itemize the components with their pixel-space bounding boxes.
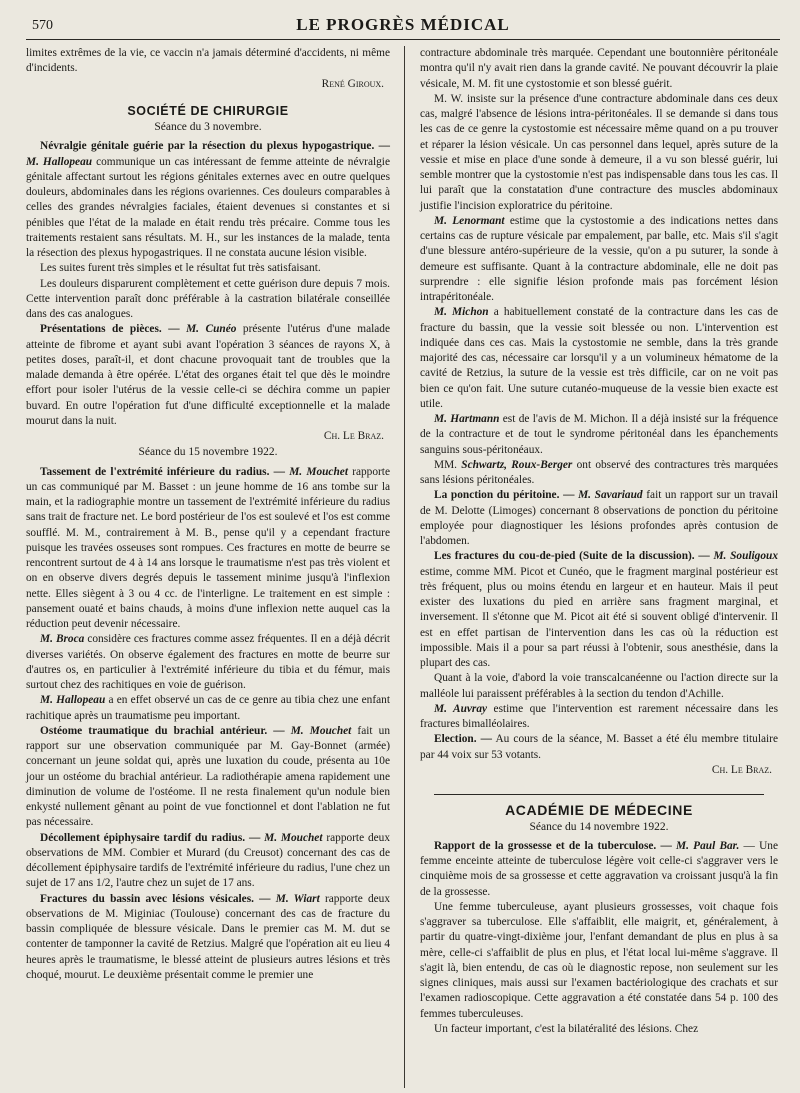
article-ponction <box>420 488 778 549</box>
article-election <box>420 732 778 763</box>
article-heading: Ostéome traumatique du brachial antérieur. — <box>40 724 285 737</box>
author-name: M. Paul Bar. <box>676 839 740 852</box>
article-heading: Fractures du bassin avec lésions vésicales. — <box>40 892 271 905</box>
right-column <box>420 46 778 1085</box>
paragraph <box>420 702 778 733</box>
paragraph-body: insiste sur la présence d'une contracture abdominale dans ces deux cas, malgré l'absence de lésions intra-péritonéales. Il se demande si dans tous les cas de ce genre la cystostomie est nécessaire même quand on a pu trouver et réparer la lésion vésicale. Un cas personnel dans lequel, après suture de la vessie et mise en place d'une sonde à demeure, il a vu son blessé guérir, lui semble montrer que la cystostomie n'est pas indispensable dans tous les cas. Il lui paraît que la constatation d'une contracture des muscles abdominaux justifie l'incision exploratrice du péritoine. <box>420 92 778 212</box>
left-column <box>26 46 390 1085</box>
paragraph-body: estime que la cystostomie a des indications nettes dans certains cas de rupture vésicale par empalement, par balle, etc. Mais s'il s'agit d'une blessure antéro-supérieure de la vessie, qu'on a pu suturer, la sonde à demeure est suffisante. Quant à la contracture abdominale, elle ne doit pas surprendre : elle signifie lésion profonde mais pas forcément lésion intrapéritonéale. <box>420 214 778 303</box>
paragraph: Les douleurs disparurent complètement et cette guérison dure depuis 7 mois. Cette intervention paraît donc préférable à la castration bilatérale conseillée dans des cas analogues. <box>26 277 390 320</box>
article-decollement <box>26 831 390 892</box>
author-name: M. Michon <box>434 306 489 319</box>
running-title: LE PROGRÈS MÉDICAL <box>296 15 510 34</box>
paragraph <box>26 632 390 693</box>
author-name: M. Auvray <box>434 702 488 715</box>
author-name: Schwartz, Roux-Berger <box>461 458 573 471</box>
author-name: M. Broca <box>40 633 85 646</box>
paragraph <box>26 693 390 724</box>
article-grossesse <box>420 839 778 900</box>
column-divider <box>404 46 405 1088</box>
article-heading: Décollement épiphysaire tardif du radius. — <box>40 831 261 844</box>
author-name: M. Savariaud <box>578 489 643 502</box>
article-heading: Les fractures du cou-de-pied (Suite de la discussion). — <box>434 550 710 563</box>
article-body: — Une femme enceinte atteinte de tuberculose légère voit celle-ci s'aggraver vers le cinquième mois de sa grossesse et cette aggravation va croissant jusqu'à la fin de la grossesse. <box>420 839 778 898</box>
article-tassement <box>26 465 390 633</box>
paragraph-body: a habituellement constaté de la contracture dans les cas de fracture du bassin, que la vessie soit blessée ou non. L'intervention est indiquée dans ces cas. Mais la cystostomie ne semble, dans la très grande majorité des cas, nécessaire car lorsqu'il y a un volumineux hématome de la cavité de Retzius, la suture de la vessie est très difficile, car on ne voit pas bien ce qu'on fait. Une suture cutanéo-muqueuse de la vessie bien exacte est utile. <box>420 306 778 410</box>
paragraph-body: ont observé des contractures très marquées sans lésions péritonéales. <box>420 458 778 486</box>
article-body: fait un rapport sur une observation communiquée par M. Gay-Bonnet (armée) concernant un jeune soldat qui, après une luxation du coude, présenta au 10e jour un ostéome du brachial antérieur. La radiothérapie amena rapidement une diminution de volume de l'ostéome. Il ne resta finalement qu'un nodule bien enkysté nullement gênant au point de vue fonctionnel et dont l'ablation ne fut pas nécessaire. <box>26 724 390 829</box>
page-header <box>26 14 780 40</box>
page-number: 570 <box>32 18 53 33</box>
author-name: M. Souligoux <box>713 550 779 563</box>
article-body: estime, comme MM. Picot et Cunéo, que le fragment marginal postérieur est très fréquent, plus ou moins étendu en largeur et en hauteur. Mais il peut exister des luxations du pied en arrière sans fragment marginal, et inversement. Il s'étonne que M. Picot ait été si souvent obligé d'intervenir. Il est en effet partisan de l'intervention dans les cas où la réduction est impossible. Mais il a pour sa part réussi à l'obtenir, sous anesthésie, dans la plupart des cas. <box>420 565 778 669</box>
author-prefix: MM. <box>434 458 462 471</box>
paragraph <box>420 458 778 489</box>
paragraph: Une femme tuberculeuse, ayant plusieurs grossesses, voit chaque fois s'aggraver sa tuberculose. Elle s'affaiblit, elle maigrit, et, généralement, à partir du quatre-vingt-dixième jour, l'enfant demandant de plus en plus à sa mère, celle-ci s'affaiblit de plus en plus, et l'état local lui-même s'aggrave. Il s'agit là, bien entendu, de cas où le diagnostic repose, non seulement sur les signes cliniques, mais aussi sur l'examen bactériologique des crachats et sur l'examen radioscopique. Cette aggravation a été constatée dans 54 p. 100 des femmes tuberculeuses. <box>420 900 778 1020</box>
article-body: communique un cas intéressant de femme atteinte de névralgie génitale affectant surtout les régions génitales externes avec en outre quelques douleurs, abdominales dans les régions ovariennes. Ces douleurs comparables à celles des grandes névralgies faciales, étaient devenues si constantes et si pénibles que l'état de la malade en était rendu très précaire. Comme tous les traitements restaient sans résultats. M. H., sur les instances de la malade, tenta la résection des plexus hypogastriques. Il ne constata aucune lésion visible. <box>26 155 390 259</box>
article-body: fait un rapport sur un travail de M. Delotte (Limoges) concernant 8 observations de ponction du péritoine employée pour diagnostiquer les lésions profondes après contusion de l'abdomen. <box>420 489 778 547</box>
article-body: rapporte deux observations de M. Miginiac (Toulouse) concernant des cas de fracture du bassin compliquée de blessure vésicale. Dans le premier cas M. M. dut se contenter de tamponner la cavité de Retzius. Malgré que l'opération ait eu lieu 4 heures après le traumatisme, le blessé atteint de plusieurs autres lésions et très choqué, mourut. Le deuxième présentait comme le premier une <box>26 892 391 981</box>
author-name: M. Wiart <box>275 892 320 905</box>
paragraph <box>420 92 778 214</box>
article-heading: Névralgie génitale guérie par la résection du plexus hypogastrique. — <box>40 140 390 153</box>
article-cou-de-pied <box>420 549 778 671</box>
article-heading: Election. — <box>434 733 492 746</box>
paragraph-body: est de l'avis de M. Michon. Il a déjà insisté sur la fréquence de la contracture et de tout le syndrome péritonéal dans les épanchements sanguins sous-péritonéaux. <box>420 413 778 456</box>
article-heading: Rapport de la grossesse et de la tuberculose. — <box>434 839 672 852</box>
article-presentations <box>26 322 390 429</box>
article-osteome <box>26 724 390 831</box>
article-heading: Présentations de pièces. — <box>40 323 180 336</box>
intro-paragraph: limites extrêmes de la vie, ce vaccin n'a jamais déterminé d'accidents, ni même d'incidents. <box>26 47 390 75</box>
article-body: rapporte deux observations de MM. Combier et Murard (du Creusot) concernant des cas de décollement épiphysaire tardifs de l'extrémité inférieure du radius, l'une chez un sujet de 17 ans 1/2, l'autre chez un sujet de 17 ans. <box>26 831 391 890</box>
author-name: M. Hartmann <box>434 413 500 425</box>
author-name: M. Mouchet <box>289 465 348 478</box>
article-body: Au cours de la séance, M. Basset a été élu membre titulaire par 44 voix sur 53 votants. <box>420 733 778 761</box>
author-name: M. Lenormant <box>434 214 505 227</box>
paragraph <box>420 214 778 306</box>
article-fractures-bassin <box>26 892 390 984</box>
author-name: M. Mouchet <box>290 724 352 737</box>
paragraph: Les suites furent très simples et le résultat fut très satisfaisant. <box>40 262 321 275</box>
paragraph-body: a en effet observé un cas de ce genre au tibia chez une enfant rachitique après un traumatisme peu important. <box>26 694 390 722</box>
paragraph <box>420 412 778 458</box>
paragraph-body: considère ces fractures comme assez fréquentes. Il en a déjà décrit diverses variétés. On observe également des fractures en motte de beurre sur d'autres os, en particulier à l'extrémité inférieure du tibia et du fémur, mais surtout chez des rachitiques en voie de guérison. <box>26 633 390 691</box>
author-name: M. W. <box>434 92 464 105</box>
paragraph: Quant à la voie, d'abord la voie transcalcanéenne ou l'action directe sur la malléole lui paraissent préférables à la section du tendon d'Achille. <box>420 672 778 700</box>
author-name: M. Mouchet <box>264 831 323 844</box>
paragraph: Un facteur important, c'est la bilatéralité des lésions. Chez <box>434 1022 699 1035</box>
session-date-1: Séance du 3 novembre. <box>154 121 262 133</box>
article-nevralgie <box>26 139 390 261</box>
paragraph-body: estime que l'intervention est rarement nécessaire dans les fractures bimalléolaires. <box>420 702 779 730</box>
author-name: M. Hallopeau <box>26 155 93 168</box>
section-divider <box>434 794 764 795</box>
academy-title: ACADÉMIE DE MÉDECINE <box>505 802 693 819</box>
author-name: M. Hallopeau <box>40 694 106 707</box>
paragraph <box>420 305 778 412</box>
paragraph: contracture abdominale très marquée. Cependant une boutonnière péritonéale montra qu'il n'y avait rien dans la grande cavité. Ne pouvant découvrir la plaie vésicale, M. M. fit une cystostomie et son blessé guérit. <box>420 47 778 90</box>
author-name: M. Cunéo <box>186 323 237 336</box>
signature: Ch. Le Braz. <box>323 430 384 442</box>
article-body: rapporte un cas communiqué par M. Basset : un jeune homme de 16 ans tombe sur la main, et la radiographie montre un tassement de l'extrémité inférieure du radius sans trait de fracture net. Le bord postérieur de l'os est soulevé et l'os est comme soufflé. M. M., contrairement à M. B., pense qu'il y a cependant fracture puisque les travées osseuses sont rompues. Ces fractures en motte de beurre se rencontrent surtout de 4 à 14 ans lorsque le traumatisme n'est pas très violent et on en observe divers degrés depuis le tassement minime jusqu'à l'inflexion nette. Elles siègent à 3 ou 4 cc. de l'interligne. Le traitement en est simple : pansement ouaté et bains chauds, à moins d'une inflexion nette auquel cas la réduction peut devenir nécessaire. <box>26 465 390 630</box>
session-date-3: Séance du 14 novembre 1922. <box>529 820 669 833</box>
society-title: SOCIÉTÉ DE CHIRURGIE <box>127 103 289 118</box>
article-heading: La ponction du péritoine. — <box>434 489 575 502</box>
signature: Ch. Le Braz. <box>711 763 772 776</box>
article-heading: Tassement de l'extrémité inférieure du radius. — <box>40 465 285 478</box>
intro-signature: René Giroux. <box>321 77 384 90</box>
article-body: présente l'utérus d'une malade atteinte de fibrome et ayant subi avant l'opération 3 séances de rayons X, à petites doses, paraît-il, et dont chacune provoquait tant de troubles que la malade demanda à être opérée. L'état des organes était tel que dès le moindre effort pour isoler l'utérus de la vessie celle-ci se déchira comme un papier buvard. En outre l'opération fut d'une difficulté exceptionnelle et la malade mourut dans la nuit. <box>26 323 390 427</box>
session-date-2: Séance du 15 novembre 1922. <box>138 446 278 459</box>
